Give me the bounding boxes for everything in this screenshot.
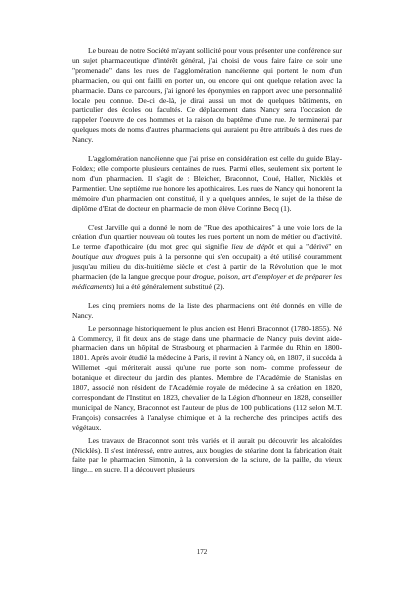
text-run: C'est Jarville qui a donné le nom de "Rue des apothicaires" à une voie lors de la création d'un quartier nouveau où toutes les rues portent un nom de métier ou d'activité. Le terme d'apothicaire (du mot grec qui signifie bbox=[72, 222, 342, 252]
paragraph bbox=[72, 154, 342, 213]
page-number: 172 bbox=[196, 548, 208, 556]
paragraph bbox=[72, 223, 342, 292]
text-run: Le bureau de notre Société m'ayant sollicité pour vous présenter une conférence sur un sujet pharmaceutique d'intérêt général, j'ai choisi de vous faire faire ce soir une "promenade" dans les rues de l'agglomération nancéienne qui portent le nom d'un pharmacien, ou qui ont failli en porter un, ou encore qui ont quelque relation avec la pharmacie. Dans ce parcours, j'ai ignoré les éponymies en rapport avec une personnalité locale peu connue. De-ci de-là, je dirai aussi un mot de quelques bâtiments, en particulier des écoles ou facultés. Ce déplacement dans Nancy sera l'occasion de rappeler l'oeuvre de ces hommes et la raison du baptême d'une rue. Je terminerai par quelques mots de noms d'autres pharmaciens qui auraient pu être attribués à des rues de Nancy. bbox=[72, 46, 342, 145]
paragraph bbox=[72, 436, 342, 476]
italic-text: lieu de dépôt bbox=[231, 242, 274, 252]
text-run: et qui a "dérivé" en bbox=[273, 242, 342, 252]
paragraph bbox=[72, 46, 342, 145]
italic-text: boutique aux drogues bbox=[72, 252, 141, 262]
paragraph bbox=[72, 324, 342, 433]
text-run: Les cinq premiers noms de la liste des pharmaciens ont été donnés en ville de Nancy. bbox=[72, 300, 342, 320]
text-run: L'agglomération nancéienne que j'ai prise en considération est celle du guide Blay-Foldex; elle comporte plusieurs centaines de rues. Parmi elles, seulement six portent le nom d'un pharmacien. Il s'agit de : Bleicher, Braconnot, Coué, Haller, Nicklès et Parmentier. Une septième rue honore les apothicaires. Les rues de Nancy qui honorent la mémoire d'un pharmacien ont constitué, il y a quelques années, le sujet de la thèse de diplôme d'Etat de docteur en pharmacie de mon élève Corinne Becq (1). bbox=[72, 154, 342, 213]
text-run: Les travaux de Braconnot sont très variés et il aurait pu découvrir les alcaloïdes (Nicklès). Il s'est intéressé, entre autres, aux bougies de stéarine dont la fabrication était faite par le pharmacien Simonin, à la conversion de la sciure, de la paille, du vieux linge... en sucre. Il a découvert plusieurs bbox=[72, 435, 342, 475]
text-run: ) lui a été généralement substitué (2). bbox=[111, 281, 225, 291]
text-run: Le personnage historiquement le plus ancien est Henri Braconnot (1780-1855). Né à Commercy, il fit deux ans de stage dans une pharmacie de Nancy puis devint aide-pharmacien dans un hôpital de Strasbourg et pharmacien à l'armée du Rhin en 1800-1801. Après avoir étudié la médecine à Paris, il revint à Nancy où, en 1807, il succéda à Willemet -qui mériterait aussi qu'une rue porte son nom- comme professeur de botanique et directeur du jardin des plantes. Membre de l'Académie de Stanislas en 1807, associé non résident de l'Académie royale de médecine à sa création en 1820, correspondant de l'Institut en 1823, chevalier de la Légion d'honneur en 1828, conseiller municipal de Nancy, Braconnot est l'auteur de plus de 100 publications (112 selon M.T. François) consacrées à l'analyse chimique et à la recherche des principes actifs des végétaux. bbox=[72, 323, 342, 432]
italic-text: drogue, poison, art d'employer et de préparer les médicaments bbox=[72, 272, 343, 291]
paragraph bbox=[72, 301, 342, 321]
text-run: puis à la personne qui s'en occupait) a été utilisé couramment jusqu'au milieu du dix-huitième siècle et c'est à partir de la Révolution que le mot pharmacien (de la langue grecque pour bbox=[72, 252, 342, 282]
body-text bbox=[72, 46, 342, 484]
